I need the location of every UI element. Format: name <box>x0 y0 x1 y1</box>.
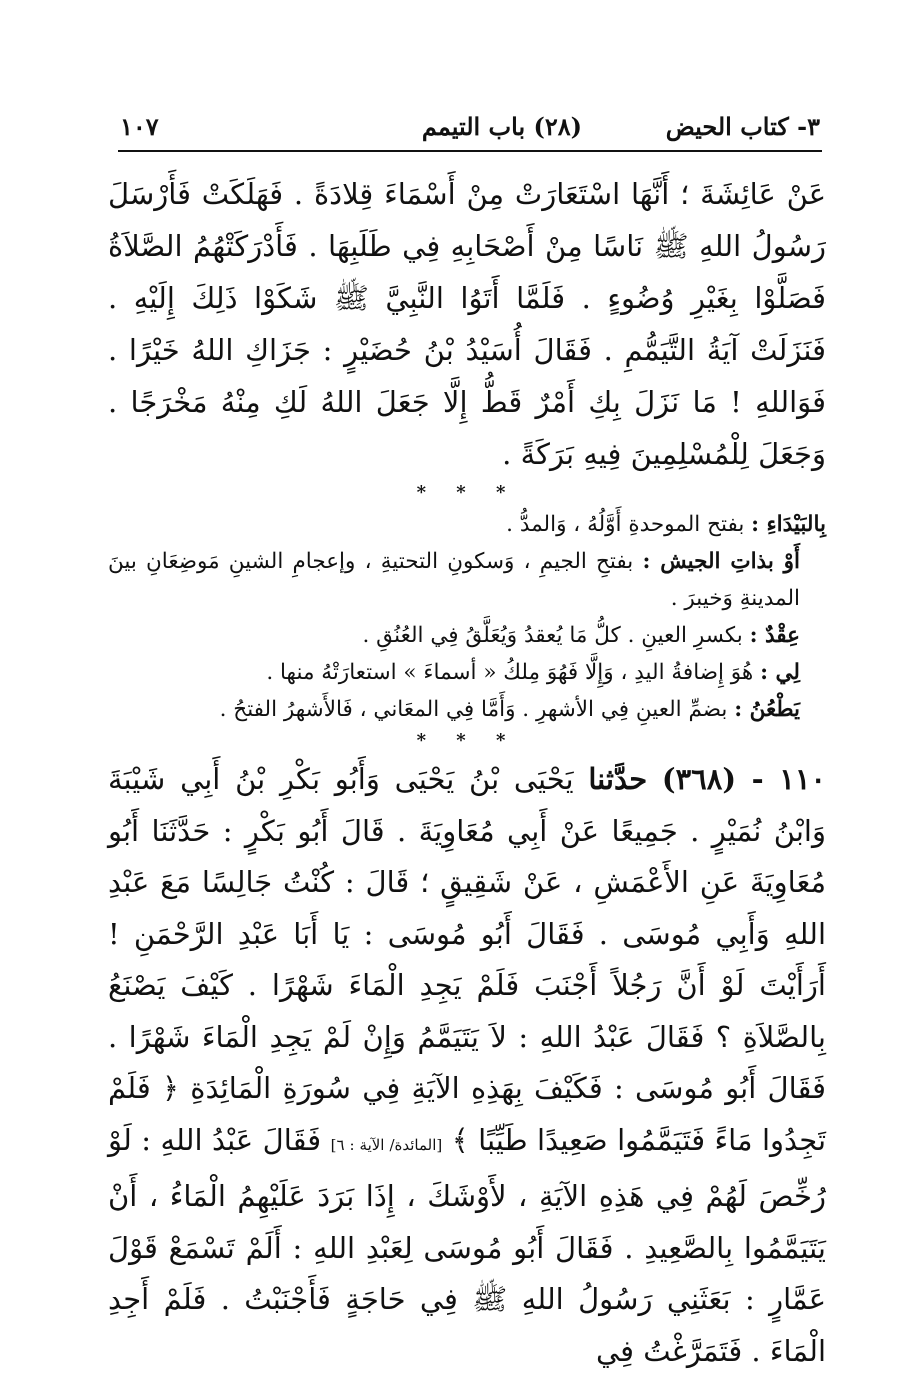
note-item <box>108 543 826 617</box>
quran-verse: ﴿ فَلَمْ تَجِدُوا مَاءً فَتَيَمَّمُوا صَعِيدًا طَيِّبًا ﴾ <box>108 1071 827 1157</box>
page-body <box>108 168 826 1377</box>
book-title: ٣- كتاب الحيض <box>665 112 820 141</box>
note-text: هُوَ إِضافةُ اليدِ ، وَإِلَّا فَهُوَ مِلكُ « أسماءَ » استعارَتْهُ منها . <box>266 660 761 685</box>
note-text: بفتح الموحدةِ أَوَّلُهُ ، وَالمدُّ . <box>506 512 752 537</box>
note-item <box>108 654 826 691</box>
page-number: ١٠٧ <box>120 112 159 141</box>
quran-reference: [المائدة/ الآية : ٦] <box>330 1135 443 1154</box>
hadith-text <box>108 754 826 1377</box>
note-term: لِي : <box>760 660 800 685</box>
narration-word: حدَّثنا <box>588 762 648 796</box>
note-text: بفتحِ الجيمِ ، وَسكونِ التحتيةِ ، وإعجامِ الشينِ مَوضِعَانِ بينَ المدينةِ وَخيبرَ . <box>108 549 800 611</box>
hadith-part2: فَقَالَ عَبْدُ اللهِ : لَوْ رُخِّصَ لَهُمْ فِي هَذِهِ الآيَةِ ، لأَوْشَكَ ، إِذَا بَرَدَ عَلَيْهِمُ الْمَاءُ ، أَنْ يَتَيَمَّمُوا بِالصَّعِيدِ . فَقَالَ أَبُو مُوسَى لِعَبْدِ اللهِ : أَلَمْ تَسْمَعْ قَوْلَ عَمَّارٍ : بَعَثَنِي رَسُولُ اللهِ ﷺ فِي حَاجَةٍ فَأَجْنَبْتُ . فَلَمْ أَجِدِ الْمَاءَ . فَتَمَرَّغْتُ فِي <box>108 1122 826 1368</box>
glossary-notes <box>108 506 826 728</box>
note-term: عِقْدٌ : <box>749 623 800 648</box>
passage-text: عَنْ عَائِشَةَ ؛ أَنَّهَا اسْتَعَارَتْ مِنْ أَسْمَاءَ قِلادَةً . فَهَلَكَتْ فَأَرْسَلَ رَسُولُ اللهِ ﷺ نَاسًا مِنْ أَصْحَابِهِ فِي طَلَبِهَا . فَأَدْرَكَتْهُمُ الصَّلاَةُ فَصَلَّوْا بِغَيْرِ وُضُوءٍ . فَلَمَّا أَتَوُا النَّبِيَّ ﷺ شَكَوْا ذَلِكَ إِلَيْهِ . فَنَزَلَتْ آيَةُ التَّيَمُّمِ . فَقَالَ أُسَيْدُ بْنُ حُضَيْرٍ : جَزَاكِ اللهُ خَيْرًا . فَوَاللهِ ! مَا نَزَلَ بِكِ أَمْرٌ قَطُّ إِلَّا جَعَلَ اللهُ لَكِ مِنْهُ مَخْرَجًا . وَجَعَلَ لِلْمُسْلِمِينَ فِيهِ بَرَكَةً . <box>108 177 826 471</box>
note-item <box>108 617 826 654</box>
note-term: بِالبَيْدَاءِ : <box>751 512 826 537</box>
note-item <box>108 506 826 543</box>
chapter-title: (٢٨) باب التيمم <box>421 112 582 141</box>
section-separator: * * * <box>416 730 518 751</box>
note-term: يَطْعُنُ : <box>734 697 800 722</box>
note-text: بضمِّ العينِ فِي الأشهرِ . وَأَمَّا فِي المعَاني ، فَالأَشهرُ الفتحُ . <box>219 697 735 722</box>
hadith-number: ١١٠ - (٣٦٨) <box>661 762 826 796</box>
note-text: بكسرِ العينِ . كلُّ مَا يُعقدُ وَيُعَلَّقُ فِي العُنُقِ . <box>362 623 750 648</box>
page-header <box>120 112 820 148</box>
header-divider <box>118 150 822 152</box>
section-separator: * * * <box>416 482 518 503</box>
note-term: أَوْ بذاتِ الجيش : <box>642 549 800 574</box>
hadith-part1: يَحْيَى بْنُ يَحْيَى وَأَبُو بَكْرِ بْنُ أَبِي شَيْبَةَ وَابْنُ نُمَيْرٍ . جَمِيعًا عَنْ أَبِي مُعَاوِيَةَ . قَالَ أَبُو بَكْرٍ : حَدَّثَنَا أَبُو مُعَاوِيَةَ عَنِ الأَعْمَشِ ، عَنْ شَقِيقٍ ؛ قَالَ : كُنْتُ جَالِسًا مَعَ عَبْدِ اللهِ وَأَبِي مُوسَى . فَقَالَ أَبُو مُوسَى : يَا أَبَا عَبْدِ الرَّحْمَنِ ! أَرَأَيْتَ لَوْ أَنَّ رَجُلاً أَجْنَبَ فَلَمْ يَجِدِ الْمَاءَ شَهْرًا . كَيْفَ يَصْنَعُ بِالصَّلاَةِ ؟ فَقَالَ عَبْدُ اللهِ : لاَ يَتَيَمَّمُ وَإِنْ لَمْ يَجِدِ الْمَاءَ شَهْرًا . فَقَالَ أَبُو مُوسَى : فَكَيْفَ بِهَذِهِ الآيَةِ فِي سُورَةِ الْمَائِدَةِ <box>108 762 826 1105</box>
note-item <box>108 691 826 728</box>
